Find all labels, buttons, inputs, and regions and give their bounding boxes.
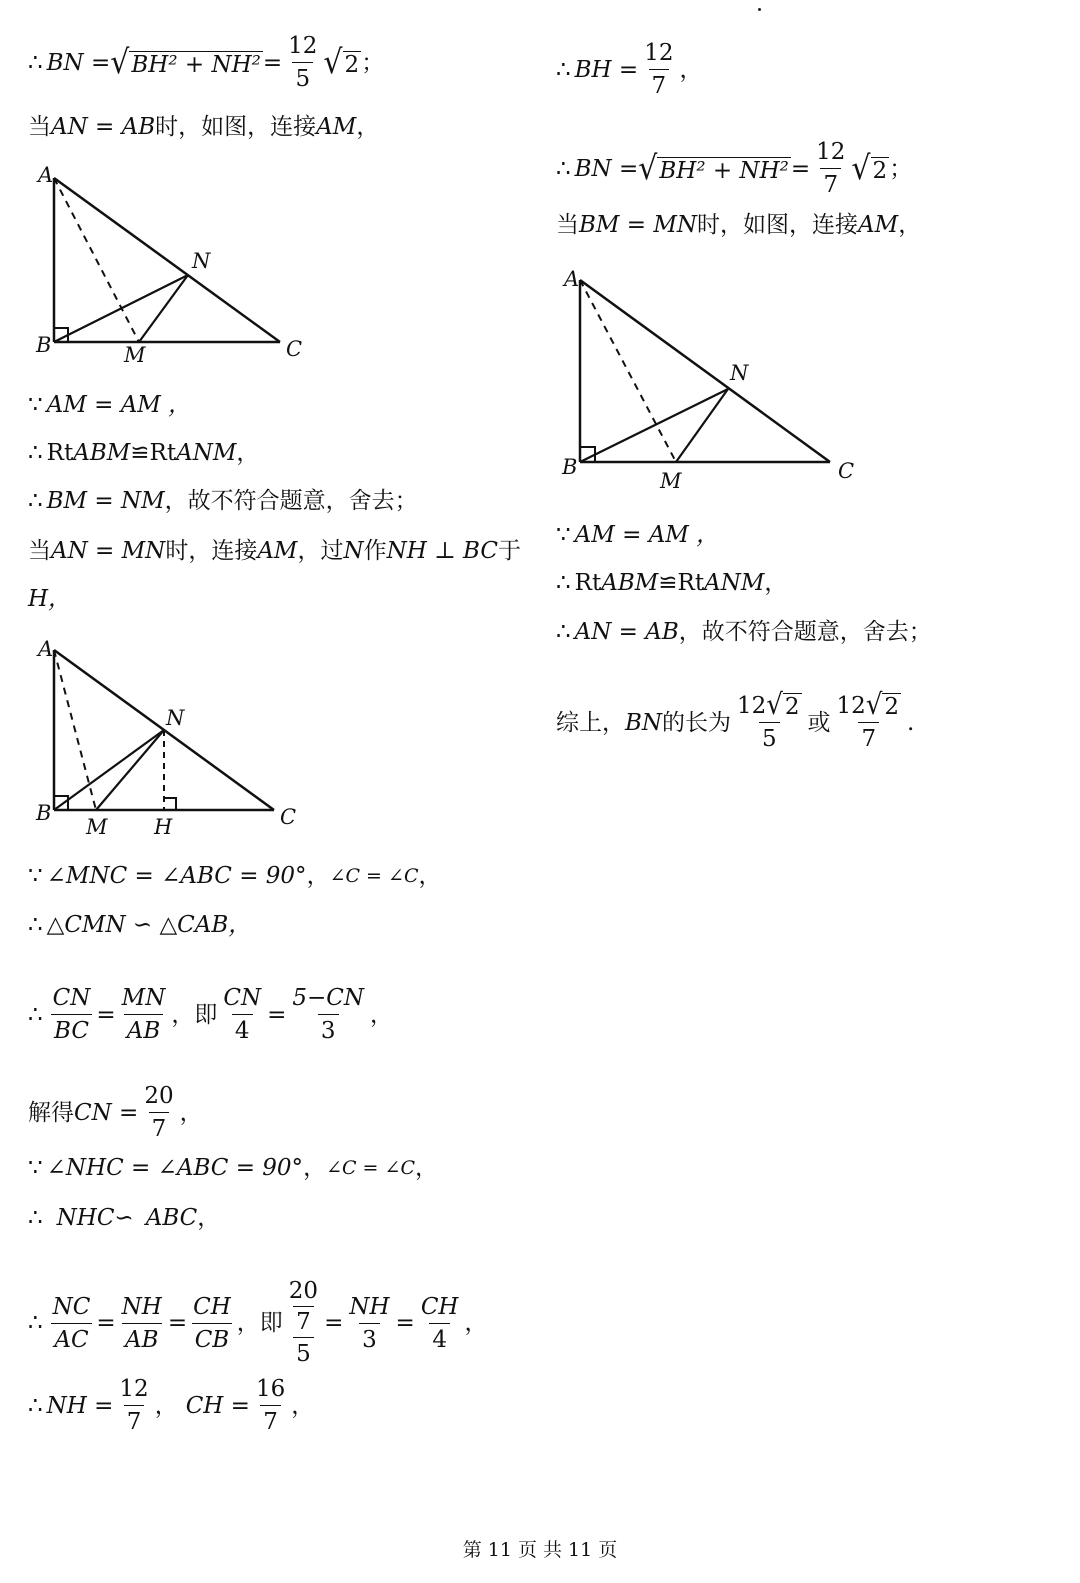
math: ANM [704, 570, 765, 596]
fraction [285, 30, 320, 95]
denominator: 7 [649, 69, 670, 102]
equals: = [96, 1310, 116, 1336]
label-c: C [838, 459, 855, 483]
therefore-symbol: ∴ [28, 1392, 43, 1419]
math: AM [316, 114, 357, 140]
text: 当 [556, 212, 579, 238]
numerator: 20 [144, 1083, 174, 1109]
page-footer: 第 11 页 共 11 页 [462, 1539, 618, 1561]
math: BM = MN [579, 212, 698, 238]
denominator: 7 [260, 1405, 281, 1438]
therefore-symbol: ∴ [556, 56, 571, 83]
label-n: N [192, 249, 211, 273]
text: Rt [46, 440, 74, 466]
numerator: CH [420, 1293, 459, 1320]
equals: = [267, 1001, 287, 1028]
text: ≌Rt [658, 570, 705, 596]
denominator: 5 [293, 1337, 314, 1370]
denominator: 3 [318, 1014, 339, 1047]
punct: ， [179, 1099, 203, 1126]
fraction [346, 1291, 392, 1356]
left-line-13 [28, 1203, 220, 1233]
figure-3 [558, 262, 868, 497]
radicand: 2 [884, 694, 900, 720]
label-c: C [286, 337, 303, 361]
label-h: H [154, 815, 173, 839]
math: AM = AM ， [46, 392, 192, 418]
numerator: 12 √ 2 [737, 688, 800, 722]
dashed-am [580, 280, 676, 462]
therefore-symbol: ∴ [556, 570, 571, 596]
left-line-8 [28, 861, 441, 891]
fraction [190, 1291, 234, 1356]
therefore-symbol: ∴ [28, 488, 43, 514]
denominator: 4 [232, 1014, 253, 1047]
fraction [641, 37, 676, 102]
math: CH = [185, 1392, 250, 1419]
bn-lhs: BN = [46, 49, 111, 76]
denominator: 7 [858, 722, 879, 755]
numerator: 12 √ 2 [836, 688, 900, 722]
label-b: B [562, 455, 578, 479]
radicand: 2 [784, 694, 800, 720]
therefore-symbol: ∴ [28, 49, 43, 76]
inner-numerator: 20 [288, 1278, 319, 1304]
numerator: MN [121, 985, 166, 1011]
numerator: 12 [288, 33, 318, 59]
punct: ， [236, 440, 260, 466]
right-line-4 [556, 520, 719, 550]
punct: ， [303, 1155, 327, 1181]
math: AM [858, 212, 899, 238]
therefore-symbol: ∴ [556, 619, 571, 645]
label-b: B [36, 333, 52, 357]
math: BN [625, 709, 663, 736]
denominator: 4 [429, 1323, 450, 1356]
punct: ， [291, 1392, 315, 1419]
label-n: N [166, 706, 185, 730]
therefore-symbol: ∴ [28, 1205, 43, 1231]
text: 的长为 [662, 709, 732, 736]
text: Rt [574, 570, 602, 596]
label-n: N [730, 361, 749, 385]
denominator: 7 [149, 1112, 170, 1145]
text: 作 [363, 538, 387, 564]
math: ∠C = ∠C [326, 1157, 415, 1179]
left-line-1 [28, 30, 384, 95]
fraction [813, 136, 848, 201]
denominator: 7 [820, 168, 841, 201]
fraction [220, 982, 264, 1047]
punct: ， [306, 863, 330, 889]
fraction [116, 1373, 151, 1438]
left-line-15 [28, 1373, 314, 1438]
punct: ， [464, 1310, 488, 1336]
label-a: A [38, 163, 54, 187]
label-m: M [660, 469, 682, 493]
punct: ， [197, 1205, 221, 1231]
text: 时，连接 [165, 538, 258, 564]
left-line-11 [28, 1080, 203, 1145]
numerator: 12 [644, 40, 674, 66]
left-line-9 [28, 910, 251, 940]
punct: . [907, 709, 915, 736]
denominator: CB [192, 1323, 233, 1356]
fraction [418, 1291, 462, 1356]
label-m: M [86, 815, 108, 839]
punct: ， [370, 1001, 393, 1028]
math: ABC [145, 1205, 198, 1231]
denominator: 5 [759, 722, 780, 755]
punct: ， [898, 212, 922, 238]
math: NH ⊥ BC [386, 538, 498, 564]
therefore-symbol: ∴ [556, 155, 571, 182]
text: 解得 [28, 1099, 74, 1126]
radicand: 2 [344, 51, 360, 78]
equals: = [167, 1310, 188, 1336]
fraction [253, 1373, 288, 1438]
math: NH = [46, 1392, 114, 1419]
sqrt-2: √ 2 [851, 148, 888, 188]
left-line-14 [28, 1276, 487, 1370]
punct: ， [679, 56, 703, 83]
therefore-symbol: ∴ [28, 912, 43, 938]
therefore-symbol: ∴ [28, 440, 43, 466]
math: N [343, 538, 364, 564]
punct: ， [154, 1392, 178, 1419]
segment-mn [676, 389, 728, 462]
math: BM = NM [46, 488, 165, 514]
segment-bn [580, 389, 728, 462]
math: ANM [176, 440, 237, 466]
math: △CMN ∽ △CAB， [46, 912, 252, 938]
numerator: CN [223, 985, 262, 1011]
coef: 12 [836, 693, 866, 719]
sqrt-2: √ 2 [323, 42, 360, 82]
because-symbol: ∵ [28, 392, 43, 418]
punct: ， [414, 1155, 438, 1181]
left-line-6 [28, 536, 521, 566]
math: ABM [73, 440, 131, 466]
label-m: M [124, 343, 146, 367]
math: ∠MNC = ∠ABC = 90° [46, 863, 307, 889]
numerator: NH [121, 1293, 162, 1320]
numerator: 16 [255, 1376, 286, 1402]
radicand: BH² + NH² [131, 51, 261, 78]
segment-mn [139, 275, 188, 342]
text: ，故不符合题意，舍去； [678, 619, 932, 645]
denominator: 3 [359, 1323, 380, 1356]
figure-1 [32, 160, 332, 370]
sqrt-expression: √ BH² + NH² [110, 42, 261, 82]
text: 或 [807, 709, 831, 736]
side-ac [580, 280, 830, 462]
math: AN = MN [51, 538, 166, 564]
fraction [734, 690, 805, 755]
dashed-am [54, 650, 96, 810]
equals: = [262, 49, 283, 76]
punct: ， [764, 570, 788, 596]
numerator: CH [193, 1293, 231, 1320]
text: ，即 [236, 1310, 283, 1336]
denominator: AB [124, 1014, 164, 1047]
therefore-symbol: ∴ [28, 1310, 43, 1336]
label-a: A [564, 267, 580, 291]
math: H， [28, 586, 72, 612]
label-c: C [280, 805, 297, 829]
left-line-5 [28, 486, 418, 516]
punct: ； [889, 155, 913, 182]
numerator: 12 [119, 1376, 149, 1402]
right-angle-h [164, 798, 176, 810]
denominator: AC [51, 1323, 91, 1356]
left-line-2 [28, 112, 379, 142]
segment-bn [54, 730, 164, 810]
left-line-3 [28, 390, 191, 420]
radicand: 2 [872, 157, 888, 184]
text: 于 [497, 538, 521, 564]
math: BH = [574, 56, 639, 83]
math: NHC∽ [56, 1205, 134, 1231]
text: ，即 [171, 1001, 218, 1028]
dashed-am [54, 178, 139, 342]
coef: 12 [737, 693, 767, 719]
right-line-3 [556, 210, 921, 240]
because-symbol: ∵ [556, 522, 571, 548]
numerator: NC [52, 1293, 91, 1320]
fraction [119, 982, 169, 1047]
numerator: CN [52, 985, 91, 1011]
figure-2 [32, 632, 332, 842]
label-b: B [36, 801, 52, 825]
denominator: BC [51, 1014, 92, 1047]
punct: ； [361, 49, 385, 76]
equals: = [395, 1310, 415, 1336]
math: ABM [601, 570, 659, 596]
math: AM = AM ， [574, 522, 720, 548]
left-line-7 [28, 584, 71, 614]
numerator [286, 1276, 321, 1337]
right-line-2 [556, 136, 912, 201]
radicand: BH² + NH² [659, 157, 789, 184]
sqrt-expression: √ BH² + NH² [638, 148, 789, 188]
complex-fraction [286, 1276, 321, 1370]
left-line-4 [28, 438, 259, 468]
denominator: 5 [292, 62, 313, 95]
numerator: 12 [816, 139, 846, 165]
numerator: 5−CN [292, 985, 364, 1011]
text: 当 [28, 114, 51, 140]
side-ac [54, 178, 280, 342]
text: ≌Rt [130, 440, 177, 466]
math: AN = AB [574, 619, 679, 645]
inner-denominator: 7 [293, 1306, 314, 1337]
fraction [834, 690, 905, 755]
right-line-7 [556, 690, 914, 755]
segment-bn [54, 275, 188, 342]
equals: = [96, 1001, 116, 1028]
denominator: 7 [124, 1405, 145, 1438]
equals: = [324, 1310, 344, 1336]
right-line-5 [556, 568, 787, 598]
text: ，故不符合题意，舍去； [164, 488, 418, 514]
fraction [50, 1291, 94, 1356]
math: CN = [74, 1099, 139, 1126]
equals: = [790, 155, 811, 182]
label-a: A [38, 637, 54, 661]
math: AN = AB [51, 114, 156, 140]
left-line-10 [28, 982, 393, 1047]
fraction [119, 1291, 165, 1356]
therefore-symbol: ∴ [28, 1001, 43, 1028]
math: ∠NHC = ∠ABC = 90° [46, 1155, 304, 1181]
speck [758, 8, 761, 11]
left-line-12 [28, 1153, 438, 1183]
text: 时，如图，连接 [697, 212, 859, 238]
because-symbol: ∵ [28, 1155, 43, 1181]
right-line-6 [556, 617, 932, 647]
segment-mn [96, 730, 164, 810]
text: 当 [28, 538, 51, 564]
fraction [50, 982, 94, 1047]
text: 时，如图，连接 [155, 114, 317, 140]
denominator: AB [122, 1323, 162, 1356]
fraction [141, 1080, 176, 1145]
punct: ， [356, 114, 380, 140]
text: ，过 [297, 538, 344, 564]
math: BN = [574, 155, 639, 182]
right-line-1 [556, 37, 702, 102]
math: ∠C = ∠C [329, 865, 419, 887]
math: AM [257, 538, 298, 564]
because-symbol: ∵ [28, 863, 43, 889]
punct: ， [418, 863, 442, 889]
text: 综上， [556, 709, 625, 736]
numerator: NH [349, 1293, 390, 1320]
fraction [289, 982, 367, 1047]
